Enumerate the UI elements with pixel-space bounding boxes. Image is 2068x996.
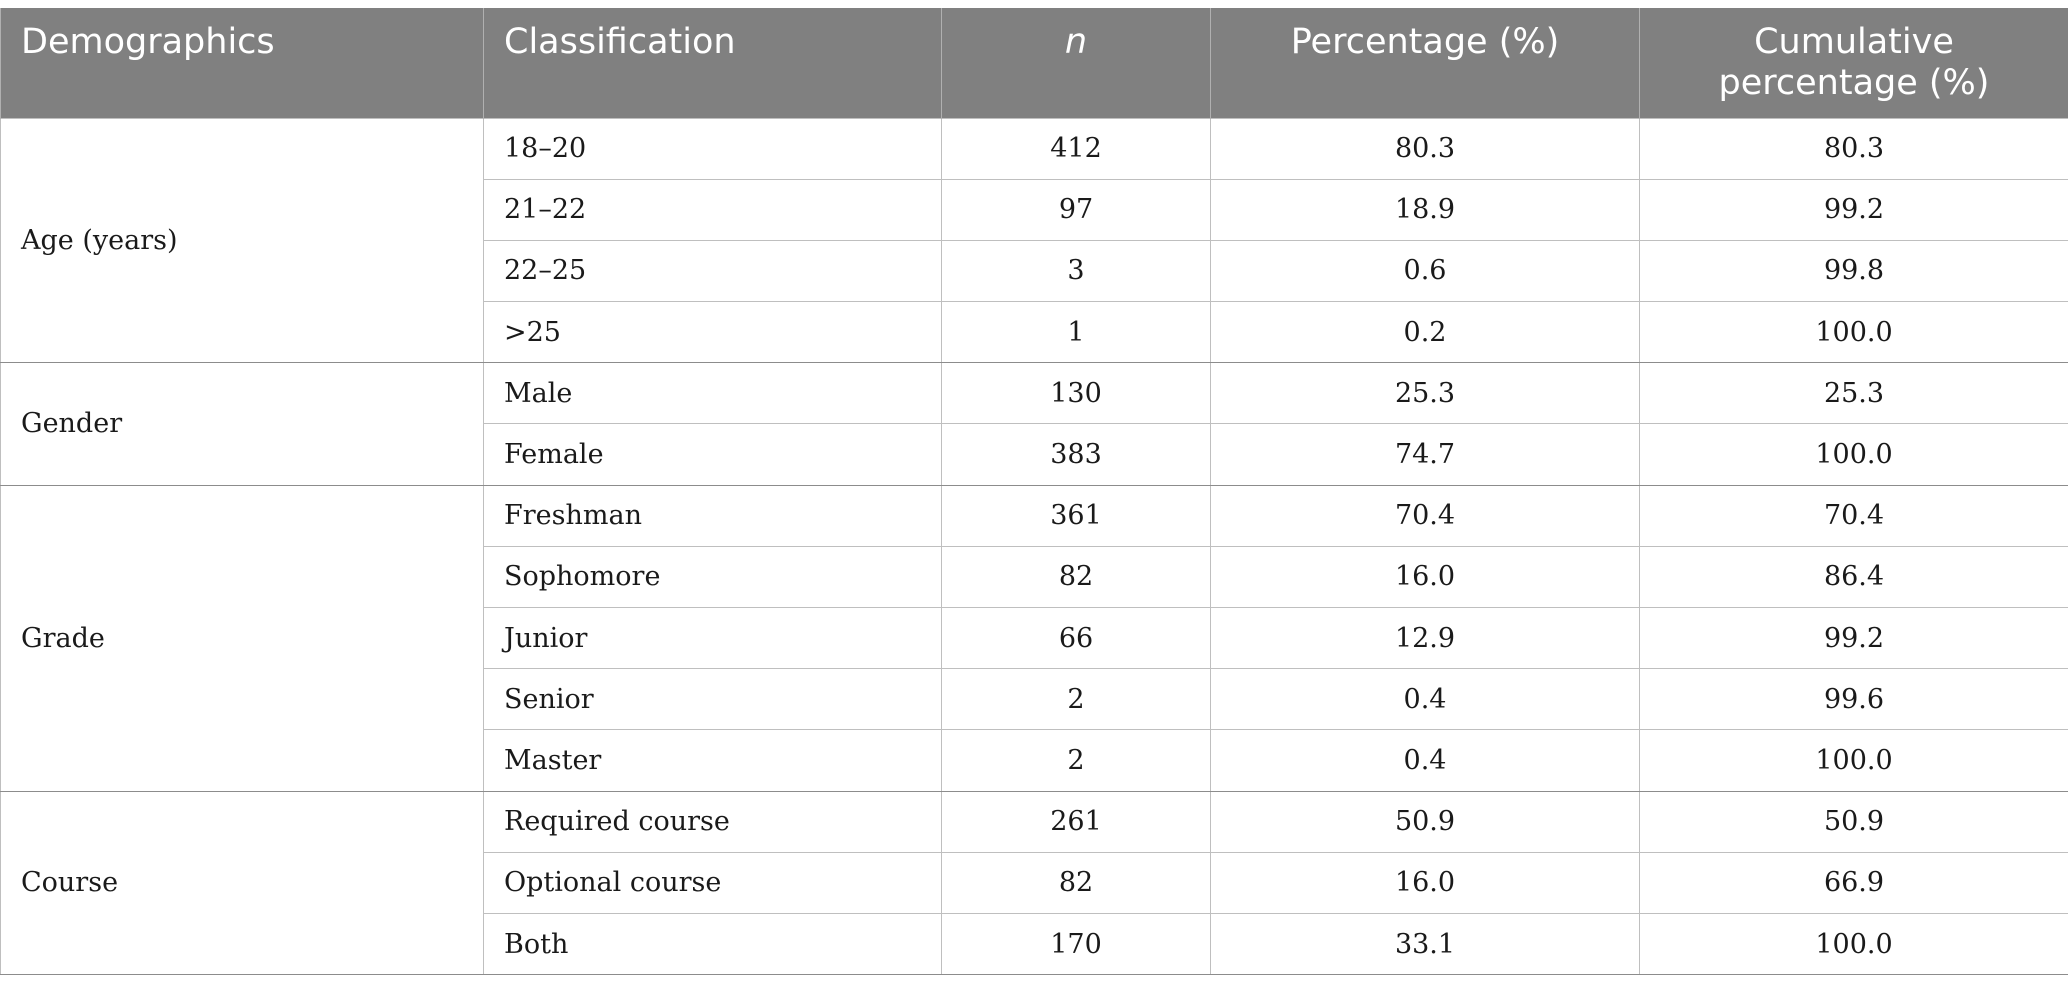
percentage-cell: 74.7 bbox=[1211, 424, 1640, 485]
header-n-label: n bbox=[1064, 22, 1088, 62]
classification-cell: Female bbox=[484, 424, 942, 485]
group-label: Age (years) bbox=[1, 118, 484, 363]
cumulative-cell: 100.0 bbox=[1640, 302, 2068, 363]
classification-cell: 22–25 bbox=[484, 240, 942, 301]
cumulative-cell: 99.8 bbox=[1640, 240, 2068, 301]
group-label: Gender bbox=[1, 363, 484, 485]
header-n bbox=[942, 8, 1211, 118]
classification-cell: Required course bbox=[484, 791, 942, 852]
cumulative-cell: 100.0 bbox=[1640, 913, 2068, 974]
table-row bbox=[1, 791, 2068, 852]
table-row bbox=[1, 363, 2068, 424]
group-label: Course bbox=[1, 791, 484, 975]
table-body bbox=[1, 118, 2068, 975]
n-cell: 170 bbox=[942, 913, 1211, 974]
classification-cell: 21–22 bbox=[484, 179, 942, 240]
cumulative-cell: 100.0 bbox=[1640, 730, 2068, 791]
demographics-table bbox=[0, 8, 2068, 975]
classification-cell: Both bbox=[484, 913, 942, 974]
n-cell: 130 bbox=[942, 363, 1211, 424]
cumulative-cell: 86.4 bbox=[1640, 546, 2068, 607]
percentage-cell: 25.3 bbox=[1211, 363, 1640, 424]
table-header-row bbox=[1, 8, 2068, 118]
percentage-cell: 0.6 bbox=[1211, 240, 1640, 301]
table-row bbox=[1, 485, 2068, 546]
percentage-cell: 0.4 bbox=[1211, 730, 1640, 791]
demographics-table-container bbox=[0, 8, 2068, 975]
header-cumulative-line2: percentage (%) bbox=[1718, 63, 1990, 103]
cumulative-cell: 100.0 bbox=[1640, 424, 2068, 485]
classification-cell: >25 bbox=[484, 302, 942, 363]
classification-cell: Male bbox=[484, 363, 942, 424]
n-cell: 1 bbox=[942, 302, 1211, 363]
classification-cell: Master bbox=[484, 730, 942, 791]
header-classification: Classification bbox=[484, 8, 942, 118]
classification-cell: Senior bbox=[484, 669, 942, 730]
percentage-cell: 70.4 bbox=[1211, 485, 1640, 546]
classification-cell: Optional course bbox=[484, 852, 942, 913]
cumulative-cell: 80.3 bbox=[1640, 118, 2068, 179]
percentage-cell: 16.0 bbox=[1211, 546, 1640, 607]
n-cell: 2 bbox=[942, 730, 1211, 791]
header-percentage: Percentage (%) bbox=[1211, 8, 1640, 118]
classification-cell: Sophomore bbox=[484, 546, 942, 607]
percentage-cell: 16.0 bbox=[1211, 852, 1640, 913]
header-cumulative-line1: Cumulative bbox=[1754, 22, 1954, 62]
n-cell: 361 bbox=[942, 485, 1211, 546]
cumulative-cell: 99.2 bbox=[1640, 608, 2068, 669]
percentage-cell: 80.3 bbox=[1211, 118, 1640, 179]
percentage-cell: 12.9 bbox=[1211, 608, 1640, 669]
n-cell: 412 bbox=[942, 118, 1211, 179]
percentage-cell: 0.4 bbox=[1211, 669, 1640, 730]
cumulative-cell: 70.4 bbox=[1640, 485, 2068, 546]
classification-cell: 18–20 bbox=[484, 118, 942, 179]
cumulative-cell: 25.3 bbox=[1640, 363, 2068, 424]
cumulative-cell: 99.2 bbox=[1640, 179, 2068, 240]
classification-cell: Freshman bbox=[484, 485, 942, 546]
n-cell: 66 bbox=[942, 608, 1211, 669]
header-cumulative-percentage bbox=[1640, 8, 2068, 118]
percentage-cell: 50.9 bbox=[1211, 791, 1640, 852]
cumulative-cell: 66.9 bbox=[1640, 852, 2068, 913]
n-cell: 3 bbox=[942, 240, 1211, 301]
n-cell: 2 bbox=[942, 669, 1211, 730]
n-cell: 82 bbox=[942, 546, 1211, 607]
classification-cell: Junior bbox=[484, 608, 942, 669]
table-row bbox=[1, 118, 2068, 179]
group-label: Grade bbox=[1, 485, 484, 791]
percentage-cell: 0.2 bbox=[1211, 302, 1640, 363]
header-demographics: Demographics bbox=[1, 8, 484, 118]
n-cell: 383 bbox=[942, 424, 1211, 485]
percentage-cell: 18.9 bbox=[1211, 179, 1640, 240]
n-cell: 82 bbox=[942, 852, 1211, 913]
cumulative-cell: 50.9 bbox=[1640, 791, 2068, 852]
cumulative-cell: 99.6 bbox=[1640, 669, 2068, 730]
n-cell: 261 bbox=[942, 791, 1211, 852]
percentage-cell: 33.1 bbox=[1211, 913, 1640, 974]
n-cell: 97 bbox=[942, 179, 1211, 240]
